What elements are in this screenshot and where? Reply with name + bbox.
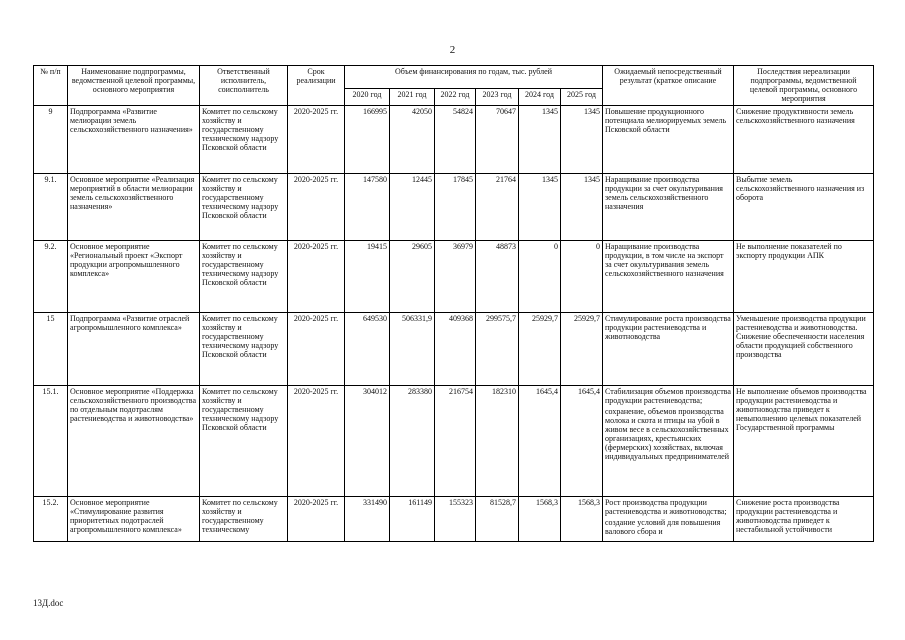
row-value-2023: 81528,7 — [476, 497, 519, 542]
row-value-2022: 155323 — [435, 497, 476, 542]
row-value-2021: 283380 — [390, 386, 435, 497]
row-value-2021: 29605 — [390, 241, 435, 313]
row-term: 2020-2025 гг. — [288, 241, 345, 313]
header-year: 2025 год — [561, 89, 603, 106]
row-term: 2020-2025 гг. — [288, 174, 345, 241]
row-value-2022: 216754 — [435, 386, 476, 497]
row-value-2023: 299575,7 — [476, 313, 519, 386]
row-number: 15 — [34, 313, 68, 386]
row-consequence: Выбытие земель сельскохозяйственного назначения из оборота — [734, 174, 874, 241]
row-result — [603, 386, 734, 497]
row-value-2020: 649530 — [345, 313, 390, 386]
row-result-text: создание условий для повышения валового сбора и — [605, 518, 721, 536]
header-year: 2024 год — [519, 89, 561, 106]
row-value-2022: 54824 — [435, 106, 476, 174]
header-name: Наименование подпрограммы, ведомственной целевой программы, основного мероприятия — [68, 66, 200, 106]
table-row — [34, 106, 874, 174]
row-number: 9 — [34, 106, 68, 174]
row-term: 2020-2025 гг. — [288, 106, 345, 174]
row-value-2024: 1345 — [519, 106, 561, 174]
table-row — [34, 241, 874, 313]
row-result-text: Стабилизация объемов производства продукции растениеводства; — [605, 387, 731, 405]
footer-filename: 13Д.doc — [33, 598, 64, 608]
table-row — [34, 174, 874, 241]
table-row — [34, 313, 874, 386]
row-value-2025: 1345 — [561, 106, 603, 174]
row-value-2021: 506331,9 — [390, 313, 435, 386]
row-responsible: Комитет по сельскому хозяйству и государственному техническому надзору Псковской области — [200, 386, 288, 497]
program-table — [33, 65, 874, 542]
row-value-2023: 48873 — [476, 241, 519, 313]
page-number: 2 — [449, 44, 456, 56]
row-result-text: Наращивание производства продукции за счет окультуривания земель сельскохозяйственного назначения — [605, 175, 723, 211]
row-value-2025: 1568,3 — [561, 497, 603, 542]
row-responsible: Комитет по сельскому хозяйству и государственному техническому надзору Псковской области — [200, 106, 288, 174]
row-result-text: сохранение, объемов производства молока и скота и птицы на убой в живом весе в сельскохозяйственных организациях, крестьянских (фермерских) хозяйствах, включая индивидуальных предпринимателей — [605, 407, 729, 461]
row-result-text: Наращивание производства продукции, в том числе на экспорт за счет окультуривания земель сельскохозяйственного назначения — [605, 242, 724, 278]
header-row — [34, 66, 874, 89]
row-responsible: Комитет по сельскому хозяйству и государственному техническому надзору Псковской области — [200, 313, 288, 386]
row-result — [603, 497, 734, 542]
row-value-2021: 12445 — [390, 174, 435, 241]
header-responsible: Ответственный исполнитель, соисполнитель — [200, 66, 288, 106]
header-result: Ожидаемый непосредственный результат (краткое описание — [603, 66, 734, 106]
row-value-2020: 304012 — [345, 386, 390, 497]
row-number: 15.2. — [34, 497, 68, 542]
row-value-2021: 161149 — [390, 497, 435, 542]
row-responsible: Комитет по сельскому хозяйству и государственному техническому надзору Псковской области — [200, 174, 288, 241]
row-value-2023: 21764 — [476, 174, 519, 241]
row-result — [603, 174, 734, 241]
row-consequence: Не выполнение показателей по экспорту продукции АПК — [734, 241, 874, 313]
row-value-2024: 0 — [519, 241, 561, 313]
row-value-2020: 166995 — [345, 106, 390, 174]
row-number: 15.1. — [34, 386, 68, 497]
row-value-2024: 1645,4 — [519, 386, 561, 497]
row-responsible: Комитет по сельскому хозяйству и государственному техническому — [200, 497, 288, 542]
row-responsible: Комитет по сельскому хозяйству и государственному техническому надзору Псковской области — [200, 241, 288, 313]
row-result-text: Стимулирование роста производства продукции растениеводства и животноводства — [605, 314, 731, 341]
row-number: 9.2. — [34, 241, 68, 313]
header-year: 2021 год — [390, 89, 435, 106]
row-value-2022: 17845 — [435, 174, 476, 241]
row-value-2022: 36979 — [435, 241, 476, 313]
header-year: 2022 год — [435, 89, 476, 106]
row-value-2025: 0 — [561, 241, 603, 313]
row-name: Основное мероприятие «Стимулирование развития приоритетных подотраслей агропромышленного комплекса» — [68, 497, 200, 542]
row-result — [603, 313, 734, 386]
header-year: 2023 год — [476, 89, 519, 106]
row-value-2023: 70647 — [476, 106, 519, 174]
row-value-2020: 19415 — [345, 241, 390, 313]
row-value-2025: 1645,4 — [561, 386, 603, 497]
row-term: 2020-2025 гг. — [288, 497, 345, 542]
row-result — [603, 106, 734, 174]
row-consequence: Не выполнение объемов производства продукции растениеводства и животноводства приведет к невыполнению целевых показателей Государственной программы — [734, 386, 874, 497]
row-value-2024: 25929,7 — [519, 313, 561, 386]
row-consequence: Снижение роста производства продукции растениеводства и животноводства приведет к нестабильной устойчивости — [734, 497, 874, 542]
row-result — [603, 241, 734, 313]
row-term: 2020-2025 гг. — [288, 313, 345, 386]
row-number: 9.1. — [34, 174, 68, 241]
row-result-text: Рост производства продукции растениеводства и животноводства; — [605, 498, 727, 516]
row-name: Подпрограмма «Развитие мелиорации земель сельскохозяйственного назначения» — [68, 106, 200, 174]
row-term: 2020-2025 гг. — [288, 386, 345, 497]
row-value-2023: 182310 — [476, 386, 519, 497]
row-value-2021: 42050 — [390, 106, 435, 174]
row-name: Подпрограмма «Развитие отраслей агропромышленного комплекса» — [68, 313, 200, 386]
row-consequence: Снижение продуктивности земель сельскохозяйственного назначения — [734, 106, 874, 174]
header-term: Срок реализации — [288, 66, 345, 106]
table-row — [34, 386, 874, 497]
row-result-text: Повышение продукционного потенциала мелиорируемых земель Псковской области — [605, 107, 727, 134]
row-value-2020: 147580 — [345, 174, 390, 241]
row-name: Основное мероприятие «Региональный проект «Экспорт продукции агропромышленного комплекса» — [68, 241, 200, 313]
row-name: Основное мероприятие «Реализация мероприятий в области мелиорации земель сельскохозяйственного назначения» — [68, 174, 200, 241]
row-consequence: Уменьшение производства продукции растениеводства и животноводства. Снижение обеспеченности населения области продукцией собственного производства — [734, 313, 874, 386]
table-row — [34, 497, 874, 542]
row-value-2022: 409368 — [435, 313, 476, 386]
row-value-2025: 1345 — [561, 174, 603, 241]
header-consequences: Последствия нереализации подпрограммы, ведомственной целевой программы, основного мероприятия — [734, 66, 874, 106]
row-value-2024: 1345 — [519, 174, 561, 241]
row-value-2020: 331490 — [345, 497, 390, 542]
row-name: Основное мероприятие «Поддержка сельскохозяйственного производства по отдельным подотраслям растениеводства и животноводства» — [68, 386, 200, 497]
row-value-2025: 25929,7 — [561, 313, 603, 386]
header-funding: Объем финансирования по годам, тыс. рублей — [345, 66, 603, 89]
header-year: 2020 год — [345, 89, 390, 106]
header-no: № п/п — [34, 66, 68, 106]
row-value-2024: 1568,3 — [519, 497, 561, 542]
